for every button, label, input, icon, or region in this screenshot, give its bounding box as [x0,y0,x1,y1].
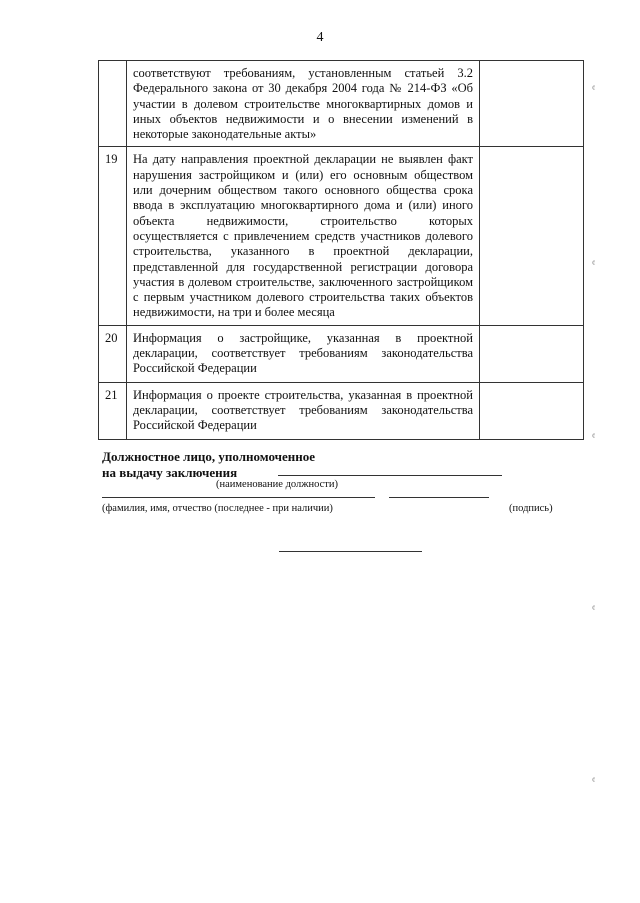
row-blank-cell [480,147,584,325]
margin-mark: ¢ [592,604,596,612]
conclusion-table [98,60,584,440]
row-blank-cell [480,325,584,382]
row-text: На дату направления проектной декларации не выявлен факт нарушения застройщиком и (или) его основным обществом или дочерним обществом такого основного общества срока ввода в эксплуатацию многоквартирного дома и (или) иного объекта недвижимости, строительство которых осуществляется с привлечением средств участников долевого строительства, указанного в проектной декларации, представленной для государственной регистрации договора участия в долевом строительстве, заключенного застройщиком с первым участником долевого строительства таких объектов недвижимости, на три и более месяца [127,147,480,325]
row-number: 19 [99,147,127,325]
table-row [99,147,584,325]
row-text: соответствуют требованиям, установленным статьей 3.2 Федерального закона от 30 декабря 2004 года № 214-ФЗ «Об участии в долевом строительстве многоквартирных домов и иных объектов недвижимости и о внесении изменений в некоторые законодательные акты» [127,61,480,147]
margin-mark: ¢ [592,776,596,784]
row-text: Информация о проекте строительства, указанная в проектной декларации, соответствует требованиям законодательства Российской Федерации [127,382,480,439]
row-blank-cell [480,382,584,439]
margin-mark: ¢ [592,84,596,92]
position-caption: (наименование должности) [216,479,339,490]
margin-mark: ¢ [592,259,596,267]
name-line [102,497,375,498]
official-title-line2: на выдачу заключения [102,465,238,480]
row-number: 20 [99,325,127,382]
page-number: 4 [316,30,324,45]
table-row [99,61,584,147]
closing-line [279,551,422,552]
row-number: 21 [99,382,127,439]
table-row [99,382,584,439]
signature-caption: (подпись) [509,503,553,514]
official-title-line1: Должностное лицо, уполномоченное [102,449,315,464]
official-title [102,449,315,481]
table-row [99,325,584,382]
row-number [99,61,127,147]
position-line [278,475,502,476]
name-caption: (фамилия, имя, отчество (последнее - при наличии) [102,503,333,514]
margin-mark: ¢ [592,432,596,440]
row-blank-cell [480,61,584,147]
row-text: Информация о застройщике, указанная в проектной декларации, соответствует требованиям законодательства Российской Федерации [127,325,480,382]
signature-line [389,497,489,498]
